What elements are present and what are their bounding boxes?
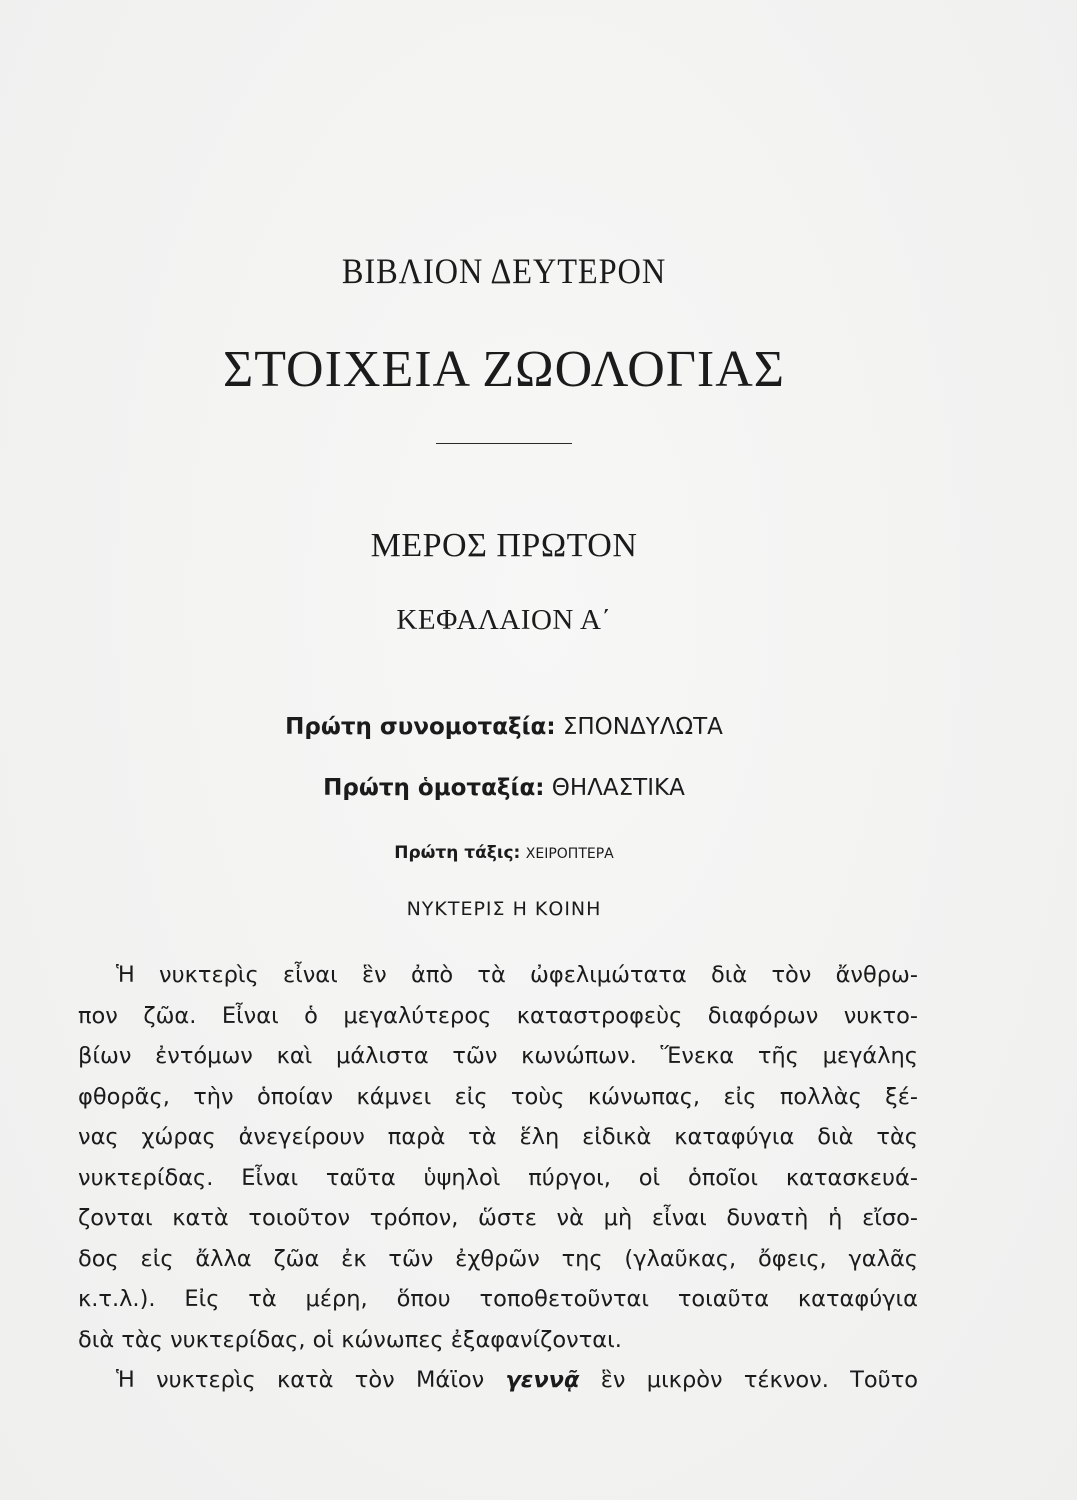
body-line: κ.τ.λ.). Εἰς τὰ μέρη, ὅπου τοποθετοῦνται τοιαῦτα καταφύγια [78, 1286, 918, 1312]
phylum-heading [0, 714, 1008, 740]
body-line: Ἡ νυκτερὶς εἶναι ἓν ἀπὸ τὰ ὠφελιμώτατα διὰ τὸν ἄνθρω- [116, 962, 918, 988]
animal-title: ΝΥΚΤΕΡΙΣ Η ΚΟΙΝΗ [406, 898, 602, 920]
emphasis-word: γεννᾷ [505, 1367, 580, 1393]
chapter-title: ΚΕΦΑΛΑΙΟΝ Α΄ [396, 604, 612, 636]
order-heading [0, 843, 1008, 863]
body-text [78, 955, 918, 1401]
phylum-value: ΣΠΟΝΔΥΛΩΤΑ [562, 714, 723, 740]
class-label: Πρώτη ὁμοταξία: [323, 775, 545, 801]
body-line: φθορᾶς, τὴν ὁποίαν κάμνει εἰς τοὺς κώνωπας, εἰς πολλὰς ξέ- [78, 1083, 918, 1110]
body-line: βίων ἐντόμων καὶ μάλιστα τῶν κωνώπων. Ἕνεκα τῆς μεγάλης [78, 1043, 918, 1069]
order-value: ΧΕΙΡΟΠΤΕΡΑ [525, 846, 614, 862]
part-title: ΜΕΡΟΣ ΠΡΩΤΟΝ [370, 527, 638, 564]
order-label: Πρώτη τάξις: [394, 843, 521, 863]
book-title: ΒΙΒΛΙΟΝ ΔΕΥΤΕΡΟΝ [341, 251, 667, 291]
body-line: διὰ τὰς νυκτερίδας, οἱ κώνωπες ἐξαφανίζονται. [78, 1326, 622, 1353]
class-heading [0, 775, 1008, 801]
title-divider [436, 443, 572, 444]
body-line: νας χώρας ἀνεγείρουν παρὰ τὰ ἕλη εἰδικὰ καταφύγια διὰ τὰς [78, 1124, 918, 1150]
body-line: πον ζῶα. Εἶναι ὁ μεγαλύτερος καταστροφεὺς διαφόρων νυκτο- [78, 1002, 918, 1029]
final-line-start: Ἡ νυκτερὶς κατὰ τὸν Μάϊον [116, 1367, 485, 1393]
main-title: ΣΤΟΙΧΕΙΑ ΖΩΟΛΟΓΙΑΣ [222, 341, 786, 398]
body-line: δος εἰς ἄλλα ζῶα ἐκ τῶν ἐχθρῶν της (γλαῦκας, ὄφεις, γαλᾶς [78, 1245, 918, 1272]
phylum-label: Πρώτη συνομοταξία: [285, 714, 556, 740]
body-line: ζονται κατὰ τοιοῦτον τρόπον, ὥστε νὰ μὴ εἶναι δυνατὴ ἡ εἴσο- [78, 1205, 918, 1231]
class-value: ΘΗΛΑΣΤΙΚΑ [551, 775, 685, 801]
body-line-final [78, 1360, 918, 1401]
final-line-end: ἓν μικρὸν τέκνον. Τοῦτο [600, 1367, 918, 1393]
body-line: νυκτερίδας. Εἶναι ταῦτα ὑψηλοὶ πύργοι, οἱ ὁποῖοι κατασκευά- [78, 1164, 918, 1191]
